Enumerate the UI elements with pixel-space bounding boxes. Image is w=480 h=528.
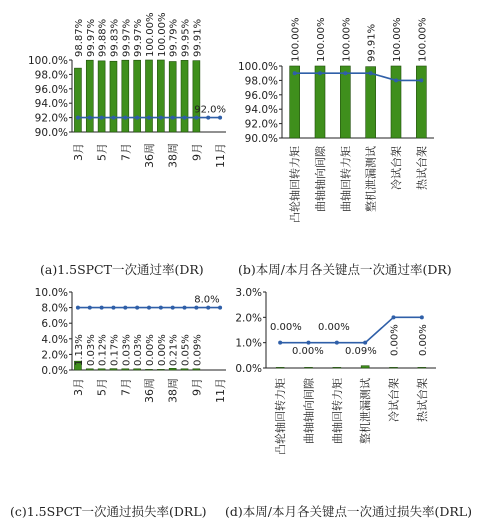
target-marker-a [111,116,115,120]
value-label-b: 100.00% [392,17,403,62]
target-marker-d [420,315,424,319]
category-label-a: 36周 [143,143,156,168]
value-label-d: 0.00% [389,324,401,356]
bar-d [333,367,341,368]
value-label-c: 0.17% [109,334,121,366]
target-marker-d [392,315,396,319]
value-label-c: 0.05% [180,334,192,366]
target-marker-a [88,116,92,120]
bar-d [418,367,426,368]
category-label-b: 冷试台架 [390,146,403,190]
category-label-d: 曲轴回转力矩 [330,378,344,444]
category-label-b: 凸轮轴回转力矩 [288,146,302,223]
y-tick-label-c: 2.0% [41,349,68,362]
y-tick-label-b: 94.0% [244,104,278,117]
bar-b [366,67,376,138]
target-marker-a [147,116,151,120]
category-label-c: 3月 [71,378,85,396]
target-marker-a [218,116,222,120]
category-label-a: 11月 [214,143,228,168]
bar-b [391,66,401,138]
value-label-b: 100.00% [341,17,353,62]
y-tick-label-d: 1.0% [235,337,262,350]
y-tick-label-b: 96.0% [244,89,278,102]
value-label-b: 100.00% [316,17,327,62]
value-label-c: 0.12% [97,334,109,366]
value-label-b: 100.00% [290,17,302,62]
category-label-d: 曲轴轴向间隙 [302,378,316,444]
bar-a [74,68,81,132]
caption-c: (c)1.5SPCT一次通过损失率(DRL) [10,504,207,519]
category-label-d: 凸轮轴回转力矩 [274,378,288,455]
bar-b [315,66,325,138]
bar-c [157,369,164,370]
value-label-b: 100.00% [417,17,429,62]
target-marker-c [135,306,139,310]
target-marker-c [88,306,92,310]
y-tick-label-b: 98.0% [244,75,278,88]
bar-c [86,369,93,370]
y-tick-label-b: 92.0% [244,118,278,131]
value-label-a: 99.83% [109,18,121,57]
y-tick-label-a: 92.0% [34,112,68,125]
bar-a [110,61,117,132]
value-label-d: 0.00% [292,346,324,357]
bar-a [134,60,141,132]
target-marker-c [76,306,80,310]
bar-b [340,66,350,138]
y-tick-label-d: 0.0% [235,363,262,375]
value-label-b: 99.91% [366,23,378,62]
bar-d [276,367,284,368]
target-marker-c [123,306,127,310]
value-label-d: 0.00% [270,322,302,333]
target-marker-a [183,116,187,120]
bar-a [157,60,164,132]
y-tick-label-c: 8.0% [41,302,68,315]
value-label-a: 99.91% [192,18,204,57]
bar-c [169,368,176,370]
y-tick-label-b: 100.0% [237,61,278,73]
target-marker-a [100,116,104,120]
target-marker-c [218,306,222,310]
bar-d [361,366,369,368]
target-marker-c [183,306,187,310]
category-label-b: 热试台架 [415,146,429,190]
y-tick-label-c: 4.0% [41,333,68,346]
category-label-a: 38周 [166,143,180,168]
target-marker-b [369,71,373,75]
category-label-c: 11月 [214,378,228,403]
value-label-a: 99.97% [85,18,97,57]
bar-c [146,369,153,370]
value-label-c: 1.13% [73,334,85,366]
category-label-d: 冷试台架 [387,378,401,422]
value-label-a: 99.88% [97,18,109,57]
bar-c [98,369,105,370]
category-label-b: 曲轴回转力矩 [339,146,353,212]
target-marker-c [147,306,151,310]
category-label-a: 3月 [71,143,85,161]
y-tick-label-a: 90.0% [34,127,68,139]
bar-a [169,62,176,132]
category-label-d: 热试台架 [415,378,429,422]
bar-d [390,367,398,368]
category-label-c: 5月 [95,378,109,396]
chart-panel-b [238,18,434,224]
category-label-c: 36周 [143,378,156,403]
target-marker-d [307,341,311,345]
y-tick-label-d: 3.0% [235,287,262,299]
category-label-c: 7月 [119,378,133,396]
bar-c [193,369,200,370]
value-label-d: 0.09% [345,346,377,357]
bar-a [122,60,129,132]
target-marker-b [419,78,423,82]
target-label-a: 92.0% [194,104,227,116]
y-tick-label-d: 2.0% [235,312,262,325]
target-marker-a [194,116,198,120]
target-marker-a [135,116,139,120]
target-marker-c [159,306,163,310]
target-marker-d [363,341,367,345]
category-label-a: 7月 [119,143,133,161]
value-label-a: 99.79% [168,18,180,57]
value-label-c: 0.03% [133,334,145,366]
caption-a: (a)1.5SPCT一次通过率(DR) [40,262,204,277]
y-tick-label-a: 96.0% [34,83,68,96]
value-label-c: 0.09% [192,334,204,366]
y-tick-label-a: 94.0% [34,98,68,111]
bar-c [181,369,188,370]
value-label-c: 0.21% [168,334,180,366]
target-marker-c [206,306,210,310]
value-label-a: 99.95% [180,18,192,57]
target-marker-c [194,306,198,310]
caption-d: (d)本周/本月各关键点一次通过损失率(DRL) [225,504,472,519]
bar-a [98,61,105,132]
y-tick-label-c: 6.0% [41,318,68,331]
bar-b [290,66,300,138]
category-label-d: 整机泄漏测试 [359,378,373,444]
bar-a [86,60,93,132]
target-line-b [295,73,422,80]
category-label-a: 9月 [190,143,204,161]
caption-b: (b)本周/本月各关键点一次通过率(DR) [238,262,452,277]
chart-panel-c [35,287,227,403]
category-label-c: 9月 [190,378,204,396]
y-tick-label-a: 98.0% [34,69,68,82]
chart-panel-d [235,287,436,455]
target-marker-a [206,116,210,120]
target-marker-b [394,78,398,82]
target-marker-c [111,306,115,310]
value-label-c: 0.03% [121,334,133,366]
bar-b [416,66,426,138]
category-label-b: 曲轴轴向间隙 [314,146,327,212]
bar-c [134,369,141,370]
target-marker-b [343,71,347,75]
value-label-d: 0.00% [318,322,350,333]
value-label-c: 0.00% [156,334,168,366]
target-marker-d [278,341,282,345]
target-marker-a [123,116,127,120]
target-marker-c [100,306,104,310]
bar-c [122,369,129,370]
value-label-a: 100.00% [145,12,156,57]
target-marker-a [171,116,175,120]
target-marker-b [318,71,322,75]
target-marker-c [171,306,175,310]
bar-a [146,60,153,132]
value-label-a: 99.97% [133,18,145,57]
bar-c [110,369,117,370]
y-tick-label-b: 90.0% [244,133,278,145]
target-marker-a [159,116,163,120]
category-label-c: 38周 [166,378,180,403]
chart-panel-a [28,13,227,169]
target-marker-b [293,71,297,75]
target-label-c: 8.0% [194,294,220,306]
value-label-d: 0.00% [417,324,429,356]
target-marker-d [335,341,339,345]
bar-a [181,60,188,132]
y-tick-label-c: 0.0% [41,365,68,377]
value-label-a: 98.87% [73,18,85,57]
value-label-c: 0.00% [145,334,156,366]
y-tick-label-a: 100.0% [27,55,68,67]
value-label-c: 0.03% [85,334,97,366]
category-label-b: 整机泄漏测试 [364,146,378,212]
target-marker-a [76,116,80,120]
value-label-a: 100.00% [156,12,168,57]
bar-a [193,61,200,132]
value-label-a: 99.97% [121,18,133,57]
y-tick-label-c: 10.0% [34,287,68,299]
bar-d [305,367,313,368]
category-label-a: 5月 [95,143,109,161]
